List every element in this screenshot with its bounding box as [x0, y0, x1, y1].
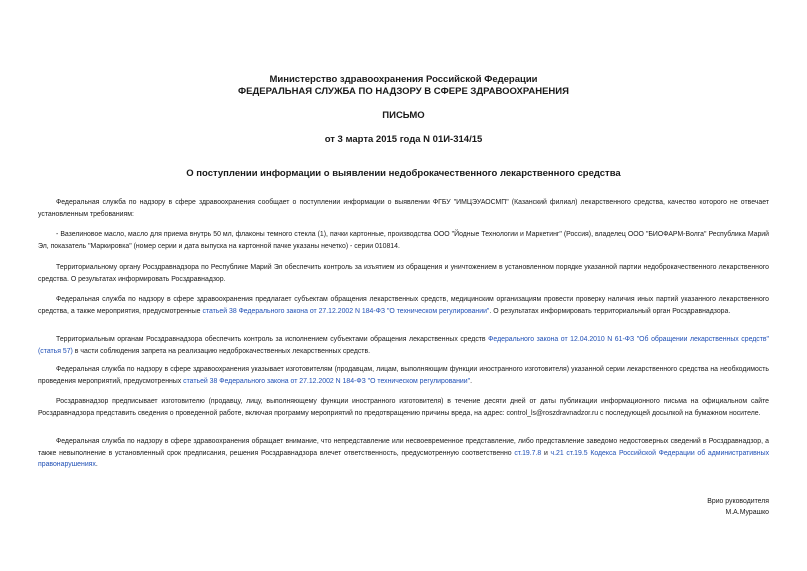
paragraph-1: Федеральная служба по надзору в сфере здравоохранения сообщает о поступлении информации о выявлении ФГБУ "ИМЦЭУАОСМП" (Казанский филиал) лекарственного средства, качество которого не отвечает установленным требованиям: [38, 199, 769, 218]
document-subject: О поступлении информации о выявлении недоброкачественного лекарственного средства [186, 168, 621, 179]
administrative-code-link[interactable]: Кодекса Российской Федерации об административных правонарушениях [38, 449, 770, 468]
paragraph-3: Территориальному органу Росздравнадзора по Республике Марий Эл обеспечить контроль за изъятием из обращения и уничтожением в установленном порядке указанной партии недоброкачественного лекарственного средства. О результатах информировать Росздравнадзор. [38, 264, 769, 283]
paragraph-6 [38, 364, 769, 387]
paragraph-4 [38, 294, 769, 317]
paragraph-5-text-b: в части соблюдения запрета на реализацию недоброкачественных лекарственных средств. [72, 347, 371, 355]
document-type: ПИСЬМО [382, 110, 425, 121]
article-57-link[interactable]: (статья 57) [38, 347, 73, 355]
paragraph-8-text-a: Федеральная служба по надзору в сфере здравоохранения обращает внимание, что непредставление или несвоевременное представление, либо представление заведомо недостоверных сведений в Росздравнадзор, а также невыполнение в установленный срок предписания, решения Росздравнадзора влечет ответственность, предусмотренную соответственно [38, 438, 769, 457]
paragraph-4-text-b: . О результатах информировать территориальный орган Росздравнадзора. [489, 307, 731, 315]
paragraph-7: Росздравнадзор предписывает изготовителю (продавцу, лицу, выполняющему функции иностранного изготовителя) в течение десяти дней от даты публикации информационного письма на официальном сайте Росздравнадзора представить сведения о проведенной работе, включая программу мероприятий по предотвращению причины вреда, на адрес: control_ls@roszdravnadzor.ru с последующей досылкой на бумажном носителе. [38, 398, 769, 417]
paragraph-5-text-a: Территориальным органам Росздравнадзора обеспечить контроль за исполнением субъектами обращения лекарственных средств [56, 336, 489, 343]
service-title: ФЕДЕРАЛЬНАЯ СЛУЖБА ПО НАДЗОРУ В СФЕРЕ ЗДРАВООХРАНЕНИЯ [238, 86, 569, 97]
article-19-7-8-link[interactable]: ст.19.7.8 [514, 449, 542, 457]
paragraph-8-conjunction: и [541, 449, 551, 457]
ministry-title: Министерство здравоохранения Российской Федерации [269, 74, 538, 85]
paragraph-5 [38, 334, 769, 357]
paragraph-8-text-b: . [95, 461, 98, 468]
law-61fz-link[interactable]: Федерального закона от 12.04.2010 N 61-ФЗ "Об обращении лекарственных средств" [488, 336, 769, 343]
law-184fz-link-2[interactable]: статьей 38 Федерального закона от 27.12.2002 N 184-ФЗ "О техническом регулировании" [183, 377, 471, 385]
signature-name: М.А.Мурашко [725, 509, 769, 516]
paragraph-6-text-a: Федеральная служба по надзору в сфере здравоохранения указывает изготовителям (продавцам, лицам, выполняющим функции иностранного изготовителя) указанной серии лекарственного средства на необходимость проведения мероприятий, предусмотренных [38, 366, 769, 385]
article-19-5-link[interactable]: ч.21 ст.19.5 [550, 449, 588, 457]
law-184fz-link[interactable]: статьей 38 Федерального закона от 27.12.2002 N 184-ФЗ "О техническом регулировании" [202, 307, 490, 315]
paragraph-8 [38, 436, 769, 471]
signature-position: Врио руководителя [707, 498, 769, 505]
paragraph-4-text-a: Федеральная служба по надзору в сфере здравоохранения предлагает субъектам обращения лекарственных средств, медицинским организациям провести проверку наличия иных партий указанного лекарственного средства, а также мероприятия, предусмотренные [38, 296, 769, 315]
paragraph-2: - Вазелиновое масло, масло для приема внутрь 50 мл, флаконы темного стекла (1), пачки картонные, производства ООО "Йодные Технологии и Маркетинг" (Россия), владелец ООО "БИОФАРМ-Волга" Республика Марий Эл, показатель "Маркировка" (номер серии и дата выпуска на картонной пачке указаны нечетко) - серии 010814. [38, 231, 769, 250]
paragraph-6-text-b: . [470, 377, 472, 385]
document-date-number: от 3 марта 2015 года N 01И-314/15 [324, 134, 483, 145]
